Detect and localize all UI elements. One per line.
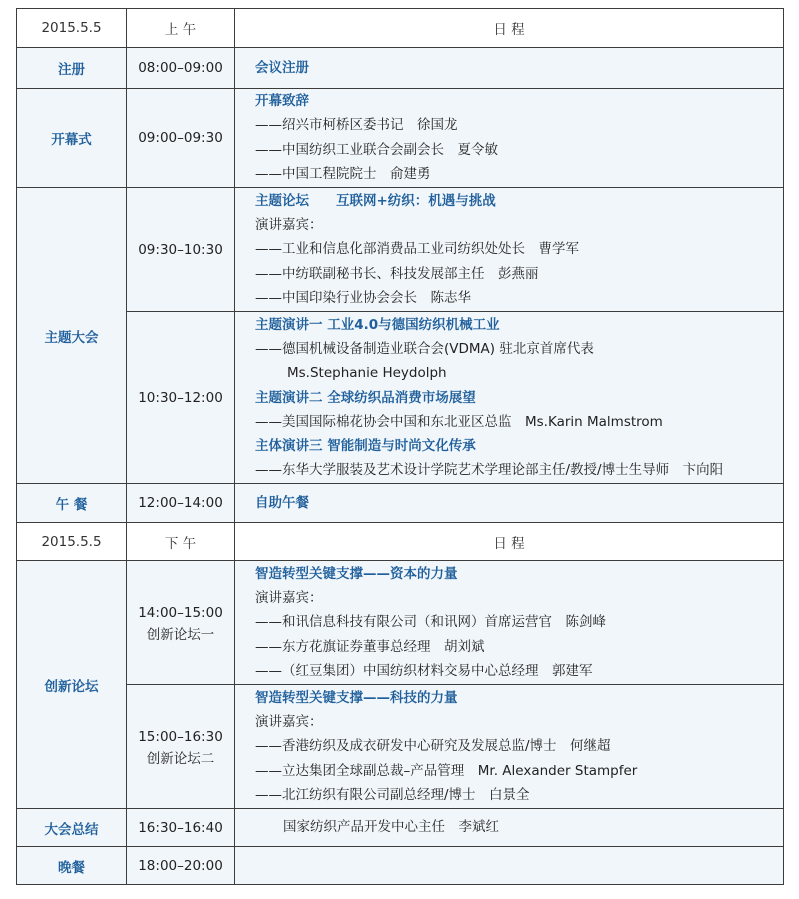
session-name: 主题大会 (17, 188, 127, 484)
header-row-morning (17, 9, 784, 48)
session-title: 自助午餐 (255, 495, 309, 511)
header-agenda: 日 程 (235, 523, 784, 561)
speaker-line: ——和讯信息科技有限公司（和讯网）首席运营官 陈剑峰 (255, 614, 606, 630)
speaker-line: ——德国机械设备制造业联合会(VDMA) 驻北京首席代表 (255, 340, 594, 357)
plenary-talks-row (17, 312, 784, 484)
session-time: 15:00–16:30 (138, 728, 223, 745)
speaker-line: ——中国工程院院士 俞建勇 (255, 166, 431, 183)
lunch-row (17, 484, 784, 523)
speaker-line: ——东方花旗证券董事总经理 胡刘斌 (255, 638, 485, 655)
guests-label: 演讲嘉宾： (255, 589, 323, 606)
speaker-line: ——香港纺织及成衣研发中心研究及发展总监/博士 何继超 (255, 738, 611, 754)
talk-title: 主体演讲三 智能制造与时尚文化传承 (255, 438, 476, 454)
summary-row (17, 809, 784, 847)
schedule-table (16, 8, 784, 885)
session-name: 晚餐 (17, 847, 127, 885)
header-period: 上 午 (127, 9, 235, 48)
talk-title: 主题演讲二 全球纺织品消费市场展望 (255, 389, 476, 406)
speaker-name: Ms.Stephanie Heydolph (287, 365, 447, 381)
session-detail (235, 847, 784, 885)
speaker-line: ——中国纺织工业联合会副会长 夏令敏 (255, 141, 498, 158)
session-time: 14:00–15:00 (138, 604, 223, 621)
guests-label: 演讲嘉宾： (255, 713, 323, 730)
session-name: 注册 (17, 48, 127, 89)
session-name: 大会总结 (17, 809, 127, 847)
session-time: 08:00–09:00 (127, 48, 235, 89)
innovation-forum1-row (17, 561, 784, 685)
dinner-row (17, 847, 784, 885)
session-name: 午 餐 (17, 484, 127, 523)
session-title: 开幕致辞 (255, 93, 309, 110)
session-name: 开幕式 (17, 89, 127, 188)
speaker-line: ——中纺联副秘书长、科技发展部主任 彭燕丽 (255, 265, 539, 282)
speaker-line: ——（红豆集团）中国纺织材料交易中心总经理 郭建军 (255, 663, 593, 679)
guests-label: 演讲嘉宾： (255, 216, 323, 233)
opening-row (17, 89, 784, 188)
innovation-forum2-row (17, 685, 784, 809)
session-time: 09:30–10:30 (127, 188, 235, 312)
session-title: 智造转型关键支撑——资本的力量 (255, 565, 458, 582)
registration-row (17, 48, 784, 89)
session-time: 18:00–20:00 (127, 847, 235, 885)
plenary-forum-row (17, 188, 784, 312)
session-title: 智造转型关键支撑——科技的力量 (255, 689, 458, 706)
session-subname: 创新论坛二 (146, 750, 215, 767)
speaker-line: ——立达集团全球副总裁–产品管理 Mr. Alexander Stampfer (255, 762, 638, 779)
speaker-line: ——美国国际棉花协会中国和东北亚区总监 Ms.Karin Malmstrom (255, 413, 663, 430)
session-title: 会议注册 (255, 60, 309, 76)
header-date: 2015.5.5 (17, 9, 127, 48)
speaker-line: ——绍兴市柯桥区委书记 徐国龙 (255, 117, 458, 134)
header-period: 下 午 (127, 523, 235, 561)
session-name: 创新论坛 (17, 561, 127, 809)
header-agenda: 日 程 (235, 9, 784, 48)
session-time: 16:30–16:40 (127, 809, 235, 847)
session-time: 10:30–12:00 (127, 312, 235, 484)
header-row-afternoon (17, 523, 784, 561)
header-date: 2015.5.5 (17, 523, 127, 561)
talk-title: 主题演讲一 工业4.0与德国纺织机械工业 (255, 316, 500, 333)
session-time: 09:00–09:30 (127, 89, 235, 188)
speaker-line: ——中国印染行业协会会长 陈志华 (255, 290, 471, 306)
speaker-line: ——工业和信息化部消费品工业司纺织处处长 曹学军 (255, 241, 579, 257)
session-title: 主题论坛 互联网+纺织：机遇与挑战 (255, 192, 496, 209)
speaker-line: ——北江纺织有限公司副总经理/博士 白景全 (255, 787, 530, 803)
speaker-line: 国家纺织产品开发中心主任 李斌红 (283, 819, 499, 836)
session-time: 12:00–14:00 (127, 484, 235, 523)
session-subname: 创新论坛一 (146, 626, 215, 643)
speaker-line: ——东华大学服装及艺术设计学院艺术学理论部主任/教授/博士生导师 卞向阳 (255, 462, 724, 478)
